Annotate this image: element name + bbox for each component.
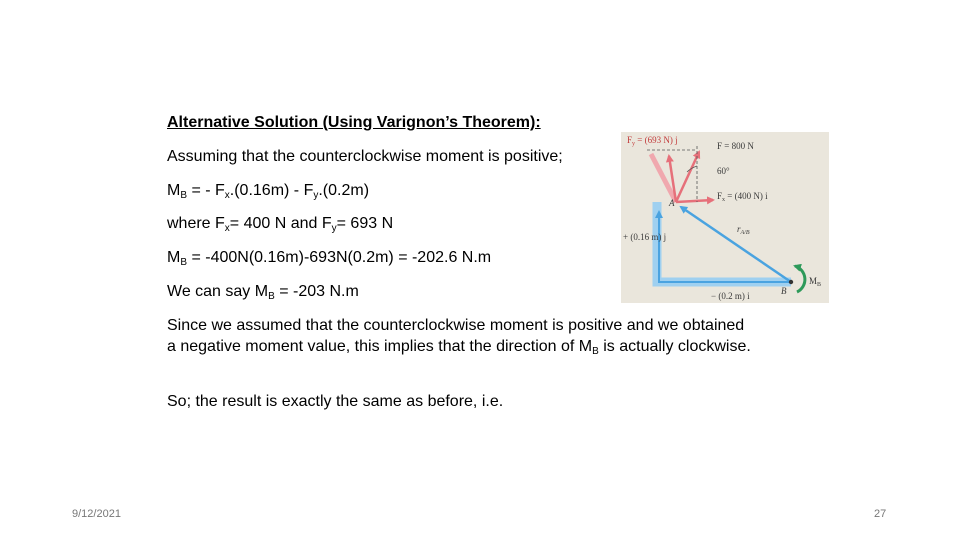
conclusion-part1: We can say M bbox=[167, 283, 269, 300]
paragraph-part2: is actually clockwise. bbox=[598, 338, 751, 355]
fy-label: $F_y = (693$ N) j bbox=[627, 135, 678, 147]
conclusion-sub: B bbox=[268, 291, 275, 302]
slide-title-text: Alternative Solution (Using Varignon’s Theorem): bbox=[167, 114, 541, 131]
slide-title bbox=[167, 113, 541, 133]
eq1-lhs-sub: B bbox=[180, 190, 187, 201]
where-part1: where F bbox=[167, 215, 225, 232]
explanation-paragraph bbox=[167, 315, 757, 357]
assumption-text bbox=[167, 147, 563, 167]
moment-label: $M_B$ bbox=[809, 276, 822, 288]
point-a-label: A bbox=[669, 198, 675, 208]
where-sub1: x bbox=[224, 223, 230, 234]
eq2-rhs: = -400N(0.16m)-693N(0.2m) = -202.6 N.m bbox=[187, 249, 492, 266]
equation-moment-components bbox=[167, 181, 369, 201]
point-b-label: B bbox=[781, 286, 787, 296]
assumption-text-content: Assuming that the counterclockwise moment is positive; bbox=[167, 148, 563, 165]
conclusion-text bbox=[167, 282, 359, 302]
footer-date: 9/12/2021 bbox=[72, 508, 121, 520]
footer-page-number: 27 bbox=[874, 508, 887, 520]
diagram-svg bbox=[621, 132, 829, 303]
point-b-dot bbox=[789, 280, 793, 284]
varignon-diagram bbox=[621, 132, 829, 303]
angle-label: 60° bbox=[717, 166, 730, 176]
result-text-content: So; the result is exactly the same as before, i.e. bbox=[167, 393, 504, 410]
eq1-part1: = - F bbox=[187, 182, 225, 199]
eq2-lhs-sub: B bbox=[180, 257, 187, 268]
position-vector-label: $r_{A/B}$ bbox=[737, 224, 750, 236]
eq1-part3: .(0.2m) bbox=[318, 182, 370, 199]
where-part2: = 400 N and F bbox=[229, 215, 332, 232]
where-sub2: y bbox=[331, 223, 337, 234]
eq1-part2: .(0.16m) - F bbox=[229, 182, 314, 199]
vertical-distance-label: + (0.16 m) j bbox=[623, 232, 667, 242]
eq1-lhs: M bbox=[167, 182, 181, 199]
fx-label: $F_x = (400$ N) i bbox=[717, 191, 768, 203]
paragraph-part1: Since we assumed that the counterclockwise moment is positive and we obtained a negative moment value, this implies that the direction of M bbox=[167, 317, 745, 355]
result-text bbox=[167, 392, 503, 412]
force-magnitude-label: F = 800 N bbox=[717, 141, 754, 151]
eq2-lhs: M bbox=[167, 249, 181, 266]
eq1-sub2: y bbox=[313, 190, 319, 201]
force-components-text bbox=[167, 214, 393, 234]
conclusion-part2: = -203 N.m bbox=[274, 283, 359, 300]
equation-moment-numeric bbox=[167, 248, 491, 268]
paragraph-sub: B bbox=[592, 346, 599, 357]
horizontal-distance-label: − (0.2 m) i bbox=[711, 291, 750, 301]
eq1-sub1: x bbox=[224, 190, 230, 201]
where-part3: = 693 N bbox=[336, 215, 394, 232]
